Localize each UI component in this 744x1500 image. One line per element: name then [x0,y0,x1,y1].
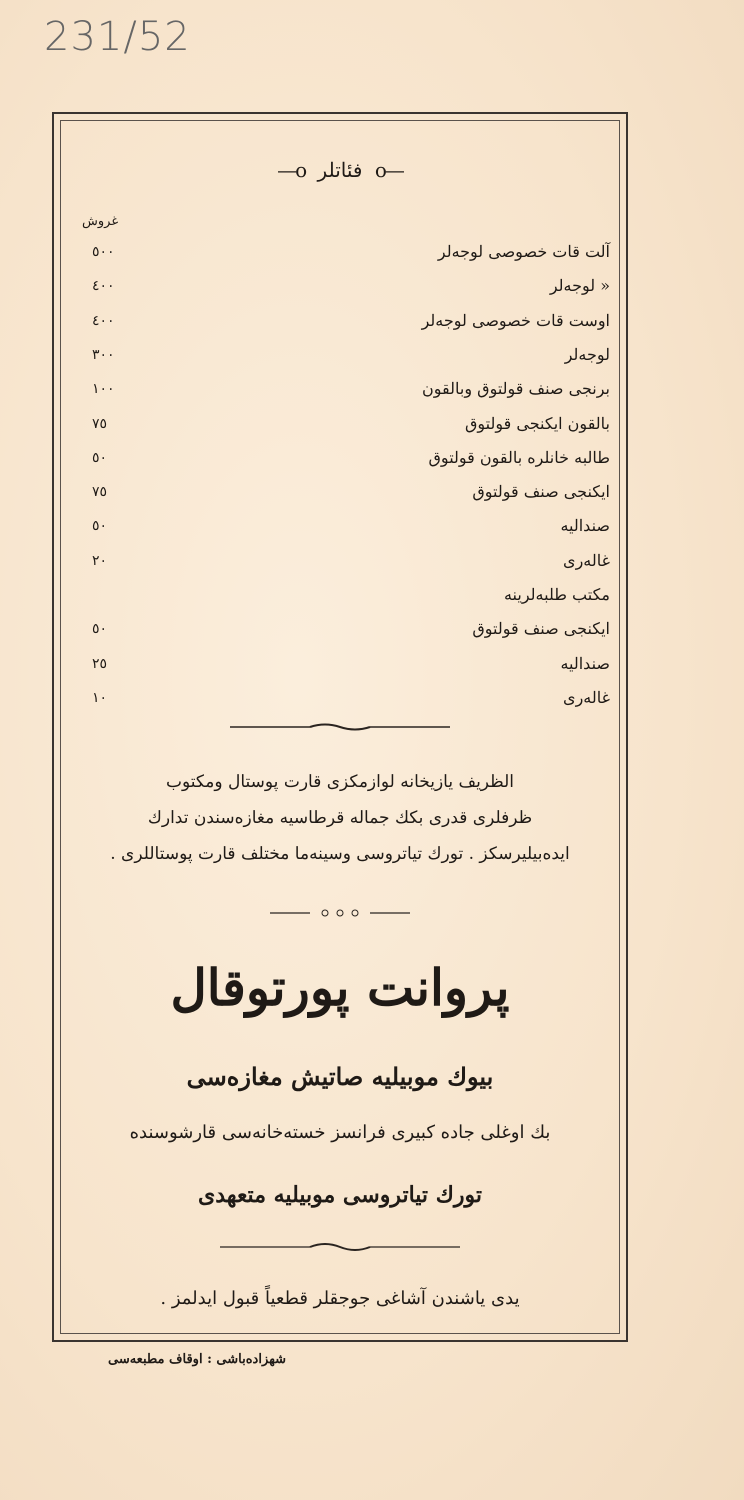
notice-line: الظریف یازیخانه لوازمکزی قارت پوستال ومکتوب [165,772,515,792]
title-ornament-left: —o [277,158,306,182]
seat-type-label: غاله‌ری [563,550,610,570]
price-row [70,482,610,514]
seat-type-label: طالبه خانلره بالقون قولتوق [428,447,610,467]
children-admission-notice: یدی یاشندن آشاغی جوجقلر قطعیاً قبول ایدلمز . [160,1288,520,1309]
seat-price: ١٠٠ [92,381,115,398]
price-row [70,448,610,480]
price-row [70,379,610,411]
seat-type-label: مکتب طلبه‌لرینه [503,585,610,604]
notice-line: ظرفلری قدری بکك جماله قرطاسیه مغازه‌سندن تدارك [147,808,533,828]
currency-unit-header: غروش [82,214,119,229]
seat-price: ٧٥ [92,484,108,501]
store-address: بك اوغلی جاده کبیری فرانسز خسته‌خانه‌سی قارشوسنده [129,1122,551,1143]
seat-type-label: غاله‌ری [563,687,610,707]
seat-price: ٤٠٠ [92,278,115,295]
price-row [70,345,610,377]
seat-type-label: برنجی صنف قولتوق وبالقون [422,379,610,399]
price-row [70,619,610,651]
seat-type-label: « لوجه‌لر [549,276,610,296]
price-row [70,688,610,720]
price-row [70,516,610,548]
price-row [70,276,610,308]
ornament-divider-2 [270,906,410,920]
price-row [70,551,610,583]
store-type: بیوك موبیلیه صاتیش مغازه‌سی [186,1062,494,1091]
theatre-contractor: تورك تیاتروسی موبیلیه متعهدی [198,1182,482,1208]
seat-price: ٧٥ [92,415,108,432]
printer-imprint: شهزاده‌باشی : اوقاف مطبعه‌سی [107,1352,286,1367]
seat-price: ٣٠٠ [92,346,115,363]
seat-type-label: صندالیه [560,516,610,536]
program-content [70,128,610,1328]
seat-type-label: صندالیه [560,653,610,673]
title-ornament-right: o— [374,158,403,182]
seat-price: ٢٥ [92,655,108,672]
notice-line: ایده‌بیلیرسکز . تورك تیاتروسی وسینه‌ما مختلف قارت پوستاللری . [110,844,570,864]
seat-price: ١٠ [92,689,108,706]
seat-price: ٥٠٠ [92,244,115,260]
ornament-divider-1 [230,720,450,734]
price-list-title [70,158,610,182]
seat-price: ٥٠ [92,621,108,638]
seat-price: ٤٠٠ [92,312,115,329]
seat-type-label: لوجه‌لر [564,344,610,364]
price-row [70,654,610,686]
ornament-divider-3 [220,1240,460,1254]
price-row [70,242,610,274]
seat-price: ٥٠ [92,518,108,535]
seat-type-label: ایکنجی صنف قولتوق [472,619,610,639]
brand-name: پروانت پورتوقال [170,958,510,1017]
seat-price: ٥٠ [92,449,108,466]
price-row [70,414,610,446]
title-text: فئاتلر [317,158,363,182]
seat-type-label: بالقون ایکنجی قولتوق [464,413,610,433]
seat-type-label: ایکنجی صنف قولتوق [472,482,610,502]
handwritten-catalog-number: 231/52 [44,14,191,60]
notice-paragraph [70,764,610,872]
seat-type-label: اوست قات خصوصی لوجه‌لر [421,310,610,330]
seat-type-label: آلت قات خصوصی لوجه‌لر [437,242,610,261]
price-row [70,585,610,617]
price-row [70,311,610,343]
seat-price: ٢٠ [92,552,108,569]
